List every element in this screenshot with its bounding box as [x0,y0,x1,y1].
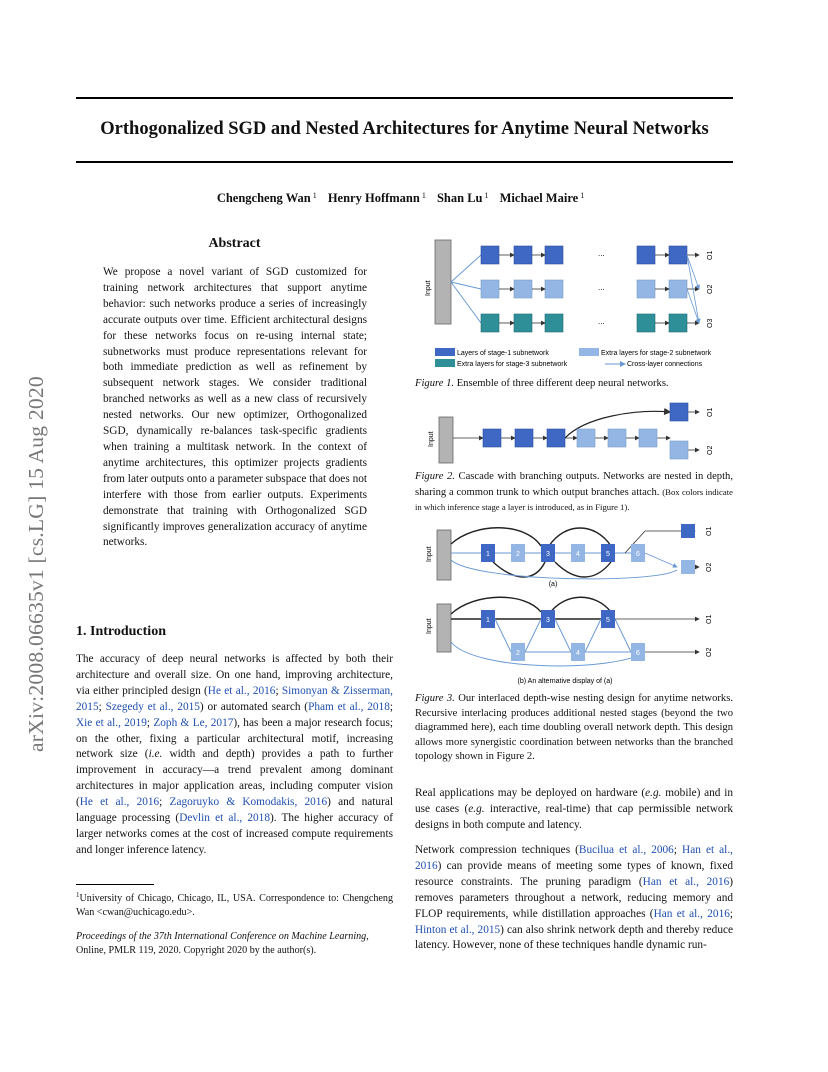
citation-link[interactable]: Zagoruyko & Komodakis, 2016 [169,796,328,809]
text-run: The accuracy of deep neural networks is affected by both their architecture and overall size. On one hand, improving architecture, via either principled design ( [76,653,393,697]
figure-2-caption-note: (Box colors indicate in which inference stage a layer is introduced, as in Figure 1). [415,486,733,512]
text-run: ; [275,684,282,697]
legend-stage1-label: Layers of stage-1 subnetwork [457,350,549,357]
node-5-label: 5 [606,617,610,624]
output-label-o1: O1 [707,407,714,417]
footnote-text: University of Chicago, Chicago, IL, USA. Correspondence to: Chengcheng Wan <cwan@uchicago.edu>. [76,893,393,918]
output-head-2 [681,560,695,574]
figure-1-caption-text: Ensemble of three different deep neural networks. [454,378,669,389]
extension-layer [577,429,595,447]
figure-1-caption [415,377,733,392]
legend-stage1-swatch [435,348,455,356]
text-run: interactive, real-time) that cap permissible network designs in both compute and latency. [415,802,733,831]
top-rule [76,97,733,99]
legend-cross-layer-label: Cross-layer connections [627,361,703,368]
citation-link[interactable]: Han et al., 2016 [642,875,730,888]
input-label: Input [428,431,435,447]
text-run: ; [98,700,106,713]
trunk-layer [547,429,565,447]
subfigure-a-label: (a) [548,581,558,588]
input-block [439,417,453,463]
footnote-mark: 1 [76,891,80,899]
arxiv-id: arXiv:2008.06635v1 [cs.LG] 15 Aug 2020 [24,376,48,752]
node-1-label: 1 [486,551,490,558]
figure-2-caption [415,470,733,516]
citation-link[interactable]: Simonyan & Zisserman, 2015 [76,684,393,713]
proceedings-text: , Online, PMLR 119, 2020. Copyright 2020 by the author(s). [76,931,369,956]
output-head-1 [681,524,695,538]
node-1-label: 1 [486,617,490,624]
text-run: Real applications may be deployed on hardware ( [415,787,646,799]
text-run: e.g. [468,802,485,815]
figure-3-caption [415,692,733,765]
text-run: ; [389,700,393,713]
input-block [435,240,451,324]
author-name: Henry Hoffmann [327,191,420,205]
author-mark: 1 [484,191,489,200]
paper-title: Orthogonalized SGD and Nested Architectures for Anytime Neural Networks [100,119,709,139]
extension-layer [670,441,688,459]
text-run: width and depth) provides a path to further improvement in accuracy—a trend prevalent among dominant architectures in major application areas, including computer vision ( [76,748,394,809]
intro-paragraph [76,652,393,859]
text-run: i.e. [148,748,163,761]
author-mark: 1 [580,191,585,200]
citation-link[interactable]: Bucilua et al., 2006 [578,844,674,856]
text-run: ). The higher accuracy of larger networks comes at the cost of increased compute requirements and longer inference latency. [76,812,393,856]
input-label: Input [425,280,432,296]
output-label-o2: O2 [706,647,713,657]
output-label-o2: O2 [707,284,714,294]
text-run: ; [146,716,154,729]
legend-stage2-swatch [579,348,599,356]
text-run: ; [673,844,683,856]
node-4-label: 4 [576,650,580,657]
text-run: ) removes parameters throughout a network, reducing memory and FLOP requirements, while distillation approaches ( [415,875,734,920]
author-mark: 1 [421,191,426,200]
extension-layer [608,429,626,447]
node-4-label: 4 [576,551,580,558]
output-label-o1: O1 [706,614,713,624]
figure-1-label: Figure 1. [415,378,455,389]
abstract-heading: Abstract [208,236,261,251]
subfigure-b-label: (b) An alternative display of (a) [517,678,613,685]
text-run: ), has been a major research focus; on the other, fixing a particular architectural motif, increasing network size ( [76,716,393,761]
arxiv-stamp [22,282,46,752]
text-run: ) can provide means of meeting some types of known, fixed resource constraints. The pruning paradigm ( [415,859,733,888]
trunk-layer [515,429,533,447]
proceedings-venue: Proceedings of the 37th International Conference on Machine Learning [76,931,367,942]
branch-layer [670,403,688,421]
figure-3-caption-text: Our interlaced depth-wise nesting design for anytime networks. Recursive interlacing produces additional nested stages (beyond the two diagrammed here), each time doubling overall network depth. This design allows more synergistic coordination between networks than the branched topology shown in Figure 2. [415,693,733,762]
abstract-text: We propose a novel variant of SGD customized for training network architectures that support anytime behavior: such networks produce a series of increasingly accurate outputs over time. Efficient architectural designs for these networks focus on re-using internal state; subnetworks must produce representations relevant for both immediate prediction as well as refinement by subsequent network stages. We consider traditional branched networks as well as a new class of recursively nested networks. Our new optimizer, Orthogonalized SGD, dynamically re-balances task-specific gradients when training a multitask network. In the context of anytime architectures, this optimizer projects gradients from later outputs onto a parameter subspace that does not interfere with those from earlier outputs. Experiments demonstrate that training with Orthogonalized SGD significantly improves generalization accuracy of anytime networks. [103,266,367,549]
text-run: e.g. [645,787,662,799]
legend-stage2-label: Extra layers for stage-2 subnetwork [601,350,712,357]
author-list [76,191,733,206]
output-label-o2: O2 [707,445,714,455]
title-rule [76,161,733,163]
citation-link[interactable]: Han et al., 2016 [415,844,733,872]
citation-link[interactable]: Han et al., 2016 [653,907,730,920]
citation-link[interactable]: Zoph & Le, 2017 [153,716,234,729]
node-5-label: 5 [606,551,610,558]
input-block [437,530,451,580]
proceedings-note [76,930,393,958]
citation-link[interactable]: Xie et al., 2019 [76,716,147,729]
citation-link[interactable]: Pham et al., 2018 [308,700,390,713]
citation-link[interactable]: Hinton et al., 2015 [415,923,501,936]
legend-stage3-swatch [435,359,455,367]
figure-2-label: Figure 2. [415,471,455,482]
legend-stage3-label: Extra layers for stage-3 subnetwork [457,361,568,368]
affiliation-footnote [76,888,393,920]
author-name: Michael Maire [499,191,579,205]
text-run: ) and natural language processing ( [76,796,393,825]
node-3-label: 3 [546,617,550,624]
node-2-label: 2 [516,551,520,558]
ellipsis: ... [598,283,605,292]
figure-3-label: Figure 3. [415,693,455,704]
text-run: ; [729,907,734,920]
figure-1-diagram [415,238,733,371]
text-run: ; [159,796,170,809]
output-label-o2: O2 [706,562,713,572]
figure-2-caption-text: Cascade with branching outputs. Networks are nested in depth, sharing a common trunk to which output branches attach. [415,471,733,498]
extension-layer [639,429,657,447]
author-name: Shan Lu [436,191,483,205]
citation-link[interactable]: Devlin et al., 2018 [179,812,270,825]
figure-3-diagram [415,522,733,688]
citation-link[interactable]: He et al., 2016 [79,796,160,809]
text-run: Network compression techniques ( [415,844,579,856]
author-name: Chengcheng Wan [216,191,311,205]
input-label: Input [426,618,433,634]
ellipsis: ... [598,249,605,258]
citation-link[interactable]: Szegedy et al., 2015 [105,700,200,713]
node-2-label: 2 [516,650,520,657]
node-3-label: 3 [546,551,550,558]
input-label: Input [426,546,433,562]
output-label-o1: O1 [707,250,714,260]
trunk-layer [483,429,501,447]
node-6-label: 6 [636,551,640,558]
body-paragraph [415,786,733,834]
footnote-rule [76,884,154,885]
text-run: ) or automated search ( [199,700,309,713]
output-label-o1: O1 [706,526,713,536]
node-6-label: 6 [636,650,640,657]
input-block [437,604,451,652]
citation-link[interactable]: He et al., 2016 [207,684,276,697]
body-paragraph [415,843,733,954]
output-label-o3: O3 [707,318,714,328]
author-mark: 1 [312,191,317,200]
section-heading: 1. Introduction [76,624,166,639]
text-run: mobile) and in use cases ( [415,787,733,815]
text-run: ) can also shrink network depth and thereby reduce latency. However, none of these techniques handle dynamic run- [415,923,734,952]
figure-2-diagram [415,397,733,467]
ellipsis: ... [598,317,605,326]
